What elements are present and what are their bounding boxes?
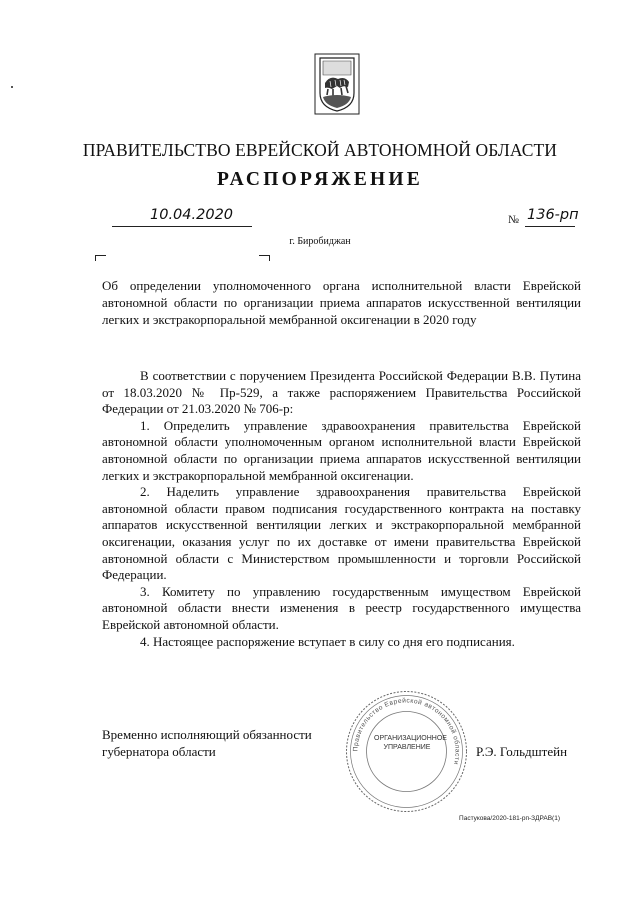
body-item: 3. Комитету по управлению государственным имуществом Еврейской автономной области внести изменения в реестр государственного имущества Еврейской автономной области.: [102, 583, 581, 632]
preamble-paragraph: В соответствии с поручением Президента Российской Федерации В.В. Путина от 18.03.2020 № Пр-529, а также распоряжением Правительства Российской Федерации от 21.03.2020 № 706-р:: [102, 368, 581, 417]
stamp-ring-text: Правительство Еврейской автономной области: [352, 697, 461, 766]
stamp-label-line: ОРГАНИЗАЦИОННОЕ: [374, 735, 447, 742]
body-item: 1. Определить управление здравоохранения правительства Еврейской автономной области уполномоченным органом исполнительной власти Еврейской автономной области по организации приема аппаратов искусственной вентиляции легких и экстракорпоральной мембранной оксигенации.: [102, 417, 581, 483]
document-type-heading: РАСПОРЯЖЕНИЕ: [217, 169, 423, 190]
city-name: г. Биробиджан: [289, 236, 351, 247]
svg-text:Правительство Еврейской автоно: [352, 696, 461, 765]
signatory-title-line: Временно исполняющий обязанности: [102, 727, 312, 742]
coat-of-arms-emblem: [314, 53, 360, 115]
body-item: 2. Наделить управление здравоохранения правительства Еврейской автономной области правом подписания государственного контракта на поставку аппаратов искусственной вентиляции легких и экстракорпоральной мембранной оксигенации, оказания услуг по их доставке от имени правительства Еврейской автономной области с Министерством промышленности и торговли Российской Федерации.: [102, 484, 581, 583]
organization-title: ПРАВИТЕЛЬСТВО ЕВРЕЙСКОЙ АВТОНОМНОЙ ОБЛАСТИ: [82, 140, 558, 160]
subject-bracket-right: [259, 255, 270, 261]
document-body: [102, 368, 581, 650]
document-subject: Об определении уполномоченного органа исполнительной власти Еврейской автономной области по организации приема аппаратов искусственной вентиляции легких и экстракорпоральной мембранной оксигенации в 2020 году: [102, 278, 581, 327]
number-underline: [525, 226, 575, 227]
document-number: 136-рп: [527, 207, 579, 223]
subject-bracket-left: [95, 255, 106, 261]
body-item: 4. Настоящее распоряжение вступает в силу со дня его подписания.: [140, 633, 515, 649]
signatory-title: [102, 727, 312, 761]
number-label: №: [508, 214, 519, 226]
document-date: 10.04.2020: [150, 207, 234, 223]
stamp-label: [374, 734, 447, 752]
footer-reference: Пастукова/2020-181-рп-ЗДРАВ(1): [459, 815, 560, 822]
stamp-label-line: УПРАВЛЕНИЕ: [383, 744, 431, 751]
signatory-name: Р.Э. Гольдштейн: [476, 744, 568, 759]
scan-speck: [11, 86, 13, 88]
signatory-title-line: губернатора области: [102, 743, 216, 759]
date-underline: [112, 226, 252, 227]
